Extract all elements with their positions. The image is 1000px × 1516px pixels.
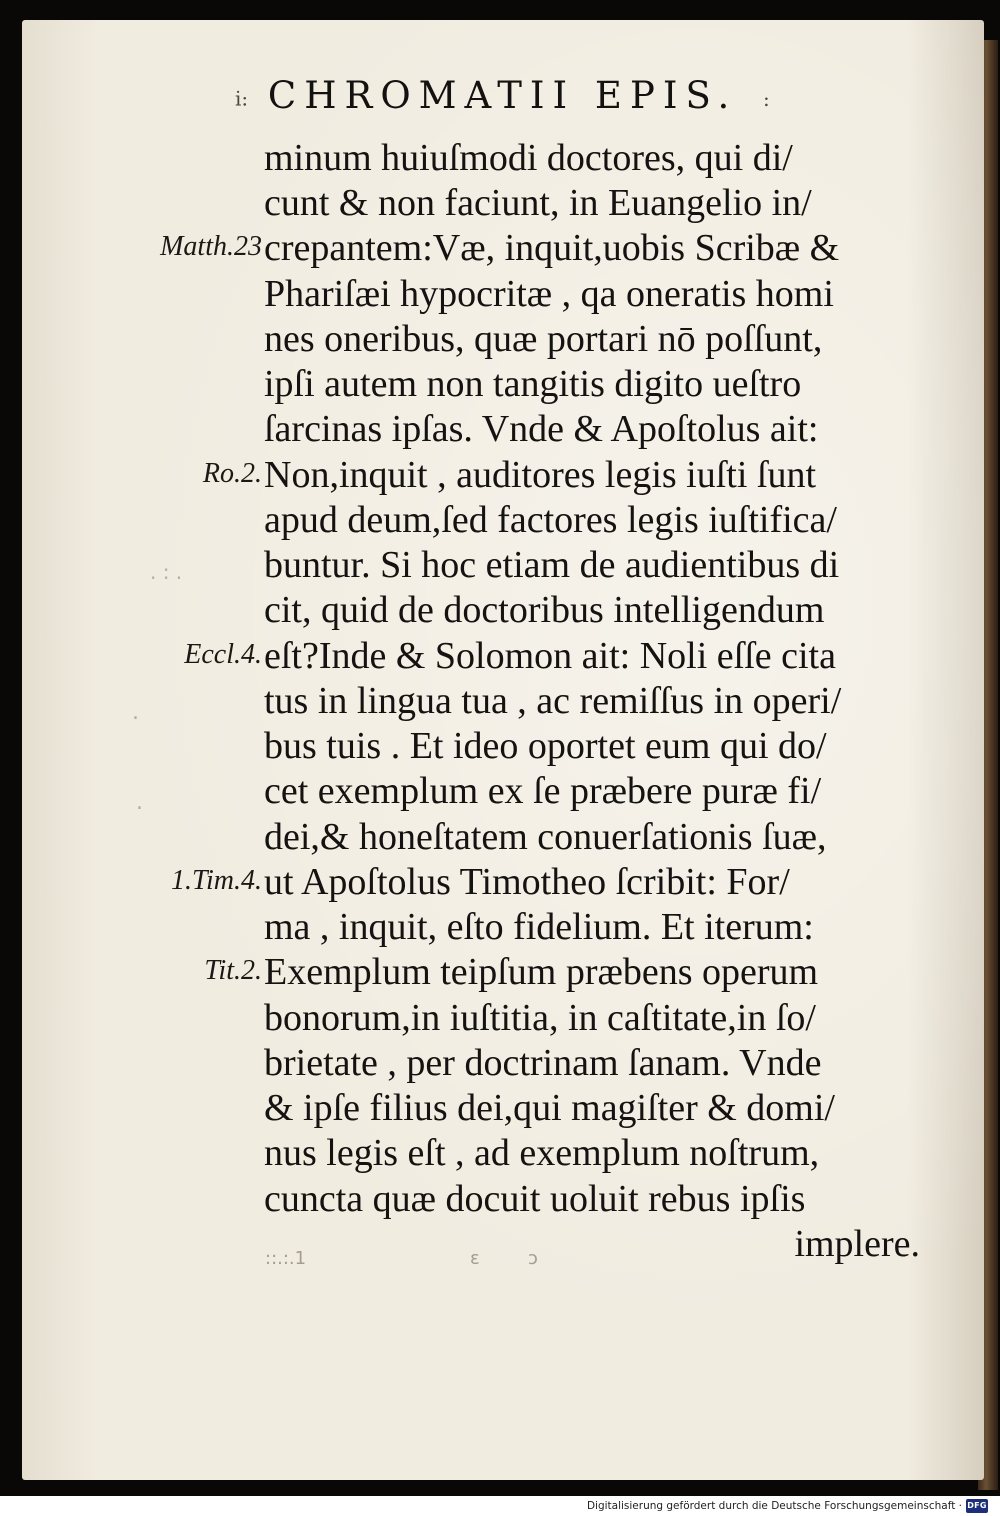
text-line: minum huiuſmodi doctores, qui di/ bbox=[264, 137, 793, 179]
text-line: cet exemplum ex ſe præbere puræ fi/ bbox=[264, 770, 822, 812]
dfg-logo: DFG bbox=[966, 1499, 988, 1513]
text-line: & ipſe filius dei,qui magiſter & domi/ bbox=[264, 1087, 835, 1129]
text-line: nes oneribus, quæ portari nō poſſunt, bbox=[264, 318, 823, 360]
margin-note-tit: Tit.2. bbox=[204, 955, 262, 986]
margin-note-matth: Matth.23 bbox=[160, 231, 262, 262]
text-line-last: implere. bbox=[794, 1223, 920, 1265]
bleed-mark: . bbox=[136, 790, 143, 815]
bleed-mark: . : . bbox=[150, 560, 183, 584]
running-head-left-marks: i: bbox=[235, 86, 249, 111]
text-line: dei,& honeſtatem conuerſationis ſuæ, bbox=[264, 816, 827, 858]
text-line: ma , inquit, eſto fidelium. Et iterum: bbox=[264, 906, 814, 948]
text-line: nus legis eſt , ad exemplum noſtrum, bbox=[264, 1132, 820, 1174]
margin-note-eccl: Eccl.4. bbox=[184, 639, 262, 670]
running-head-title: CHROMATII EPIS. bbox=[267, 74, 738, 117]
running-head bbox=[235, 74, 875, 122]
bleed-mark: . bbox=[132, 700, 139, 725]
bleed-mark: ::.:.1 bbox=[265, 1248, 307, 1269]
text-line: apud deum,ſed factores legis iuſtifica/ bbox=[264, 499, 837, 541]
text-line: buntur. Si hoc etiam de audientibus di bbox=[264, 544, 840, 586]
text-line: cunt & non faciunt, in Euangelio in/ bbox=[264, 182, 812, 224]
running-head-right-marks: : bbox=[763, 86, 770, 111]
text-line: Exemplum teipſum præbens operum bbox=[264, 951, 819, 993]
text-line: bonorum,in iuſtitia, in caſtitate,in ſo/ bbox=[264, 997, 816, 1039]
margin-note-tim: 1.Tim.4. bbox=[170, 865, 262, 896]
text-line: Non,inquit , auditores legis iuſti ſunt bbox=[264, 454, 817, 496]
text-line: tus in lingua tua , ac remiſſus in operi/ bbox=[264, 680, 842, 722]
bleed-mark: ɔ bbox=[528, 1248, 538, 1269]
text-line: ſarcinas ipſas. Vnde & Apoſtolus ait: bbox=[264, 408, 819, 450]
text-line: cuncta quæ docuit uoluit rebus ipſis bbox=[264, 1178, 806, 1220]
text-line: Phariſæi hypocritæ , qa oneratis homi bbox=[264, 273, 834, 315]
bleed-mark: ε bbox=[470, 1248, 480, 1269]
text-line: bus tuis . Et ideo oportet eum qui do/ bbox=[264, 725, 827, 767]
text-line: crepantem:Væ, inquit,uobis Scribæ & bbox=[264, 227, 840, 269]
text-line: brietate , per doctrinam ſanam. Vnde bbox=[264, 1042, 822, 1084]
text-line: cit, quid de doctoribus intelligendum bbox=[264, 589, 825, 631]
text-line: ipſi autem non tangitis digito ueſtro bbox=[264, 363, 802, 405]
funding-credit: Digitalisierung gefördert durch die Deutsche Forschungsgemeinschaft · bbox=[586, 1500, 962, 1512]
margin-note-ro: Ro.2. bbox=[202, 458, 262, 489]
text-line: ut Apoſtolus Timotheo ſcribit: For/ bbox=[264, 861, 790, 903]
text-line: eſt?Inde & Solomon ait: Noli eſſe cita bbox=[264, 635, 836, 677]
